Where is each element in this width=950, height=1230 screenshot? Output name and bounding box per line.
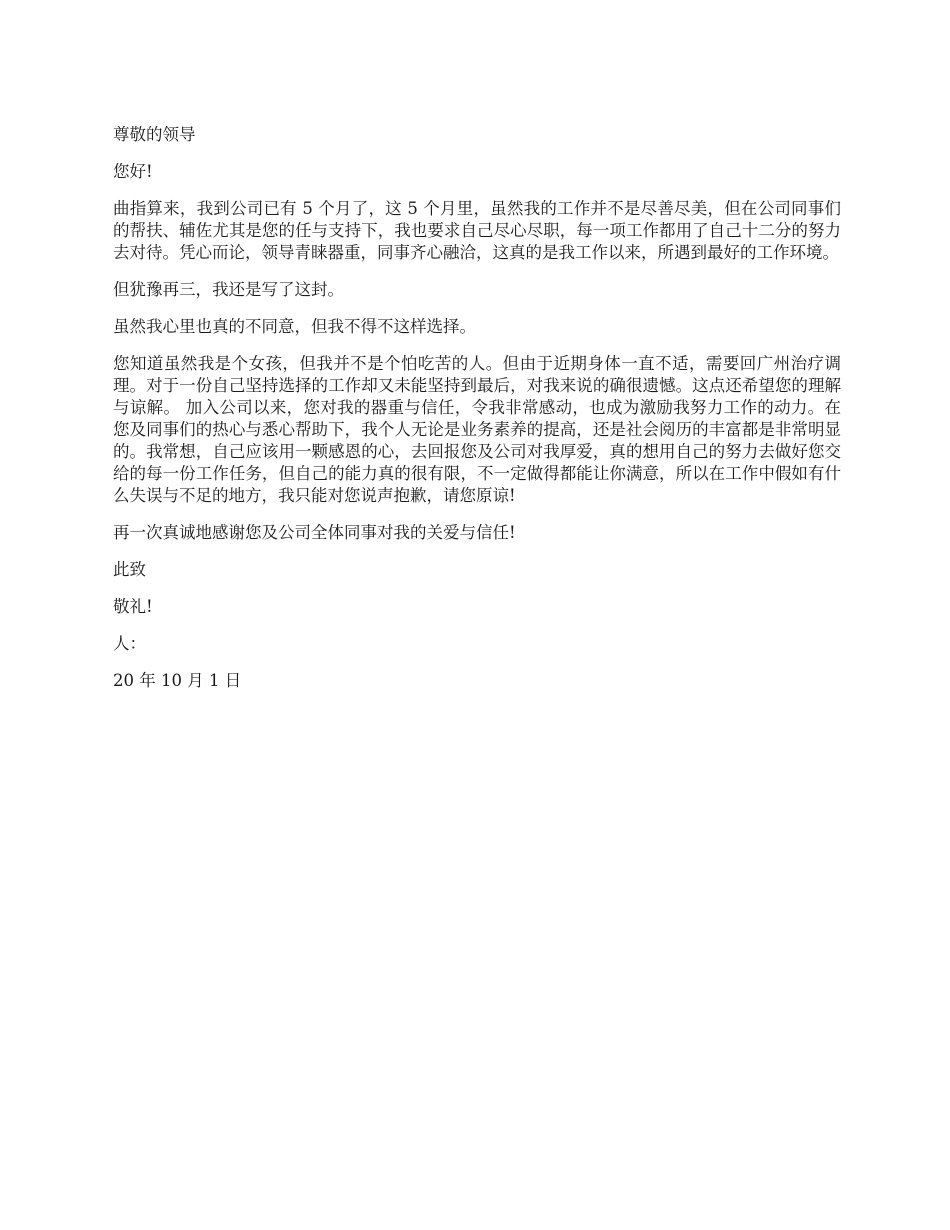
date: 20 年 10 月 1 日: [113, 671, 242, 690]
paragraph-2: 但犹豫再三，我还是写了这封。: [113, 280, 344, 299]
paragraph-1: 曲指算来，我到公司已有 5 个月了，这 5 个月里，虽然我的工作并不是尽善尽美，但在公司同事们的帮扶、辅佐尤其是您的任与支持下，我也要求自己尽心尽职，每一项工作都用了自己十二分的努力去对待。凭心而论，领导青睐器重，同事齐心融洽，这真的是我工作以来，所遇到最好的工作环境。: [113, 199, 841, 262]
salutation: 尊敬的领导: [113, 125, 196, 144]
closing-line-1: 此致: [113, 560, 146, 579]
paragraph-3: 虽然我心里也真的不同意，但我不得不这样选择。: [113, 317, 476, 336]
signature: 人：: [113, 634, 146, 653]
paragraph-5: 再一次真诚地感谢您及公司全体同事对我的关爱与信任!: [113, 523, 516, 542]
paragraph-4: 您知道虽然我是个女孩，但我并不是个怕吃苦的人。但由于近期身体一直不适，需要回广州治疗调理。对于一份自己坚持选择的工作却又未能坚持到最后，对我来说的确很遗憾。这点还希望您的理解与谅解。 加入公司以来，您对我的器重与信任，令我非常感动，也成为激励我努力工作的动力。在您及同事们的热心与悉心帮助下，我个人无论是业务素养的提高，还是社会阅历的丰富都是非常明显的。我常想，自己应该用一颗感恩的心，去回报您及公司对我厚爱，真的想用自己的努力去做好您交给的每一份工作任务，但自己的能力真的很有限，不一定做得都能让你满意，所以在工作中假如有什么失误与不足的地方，我只能对您说声抱歉，请您原谅!: [113, 354, 841, 505]
closing-line-2: 敬礼!: [113, 597, 153, 616]
letter-body: [113, 124, 841, 707]
greeting: 您好!: [113, 162, 153, 181]
